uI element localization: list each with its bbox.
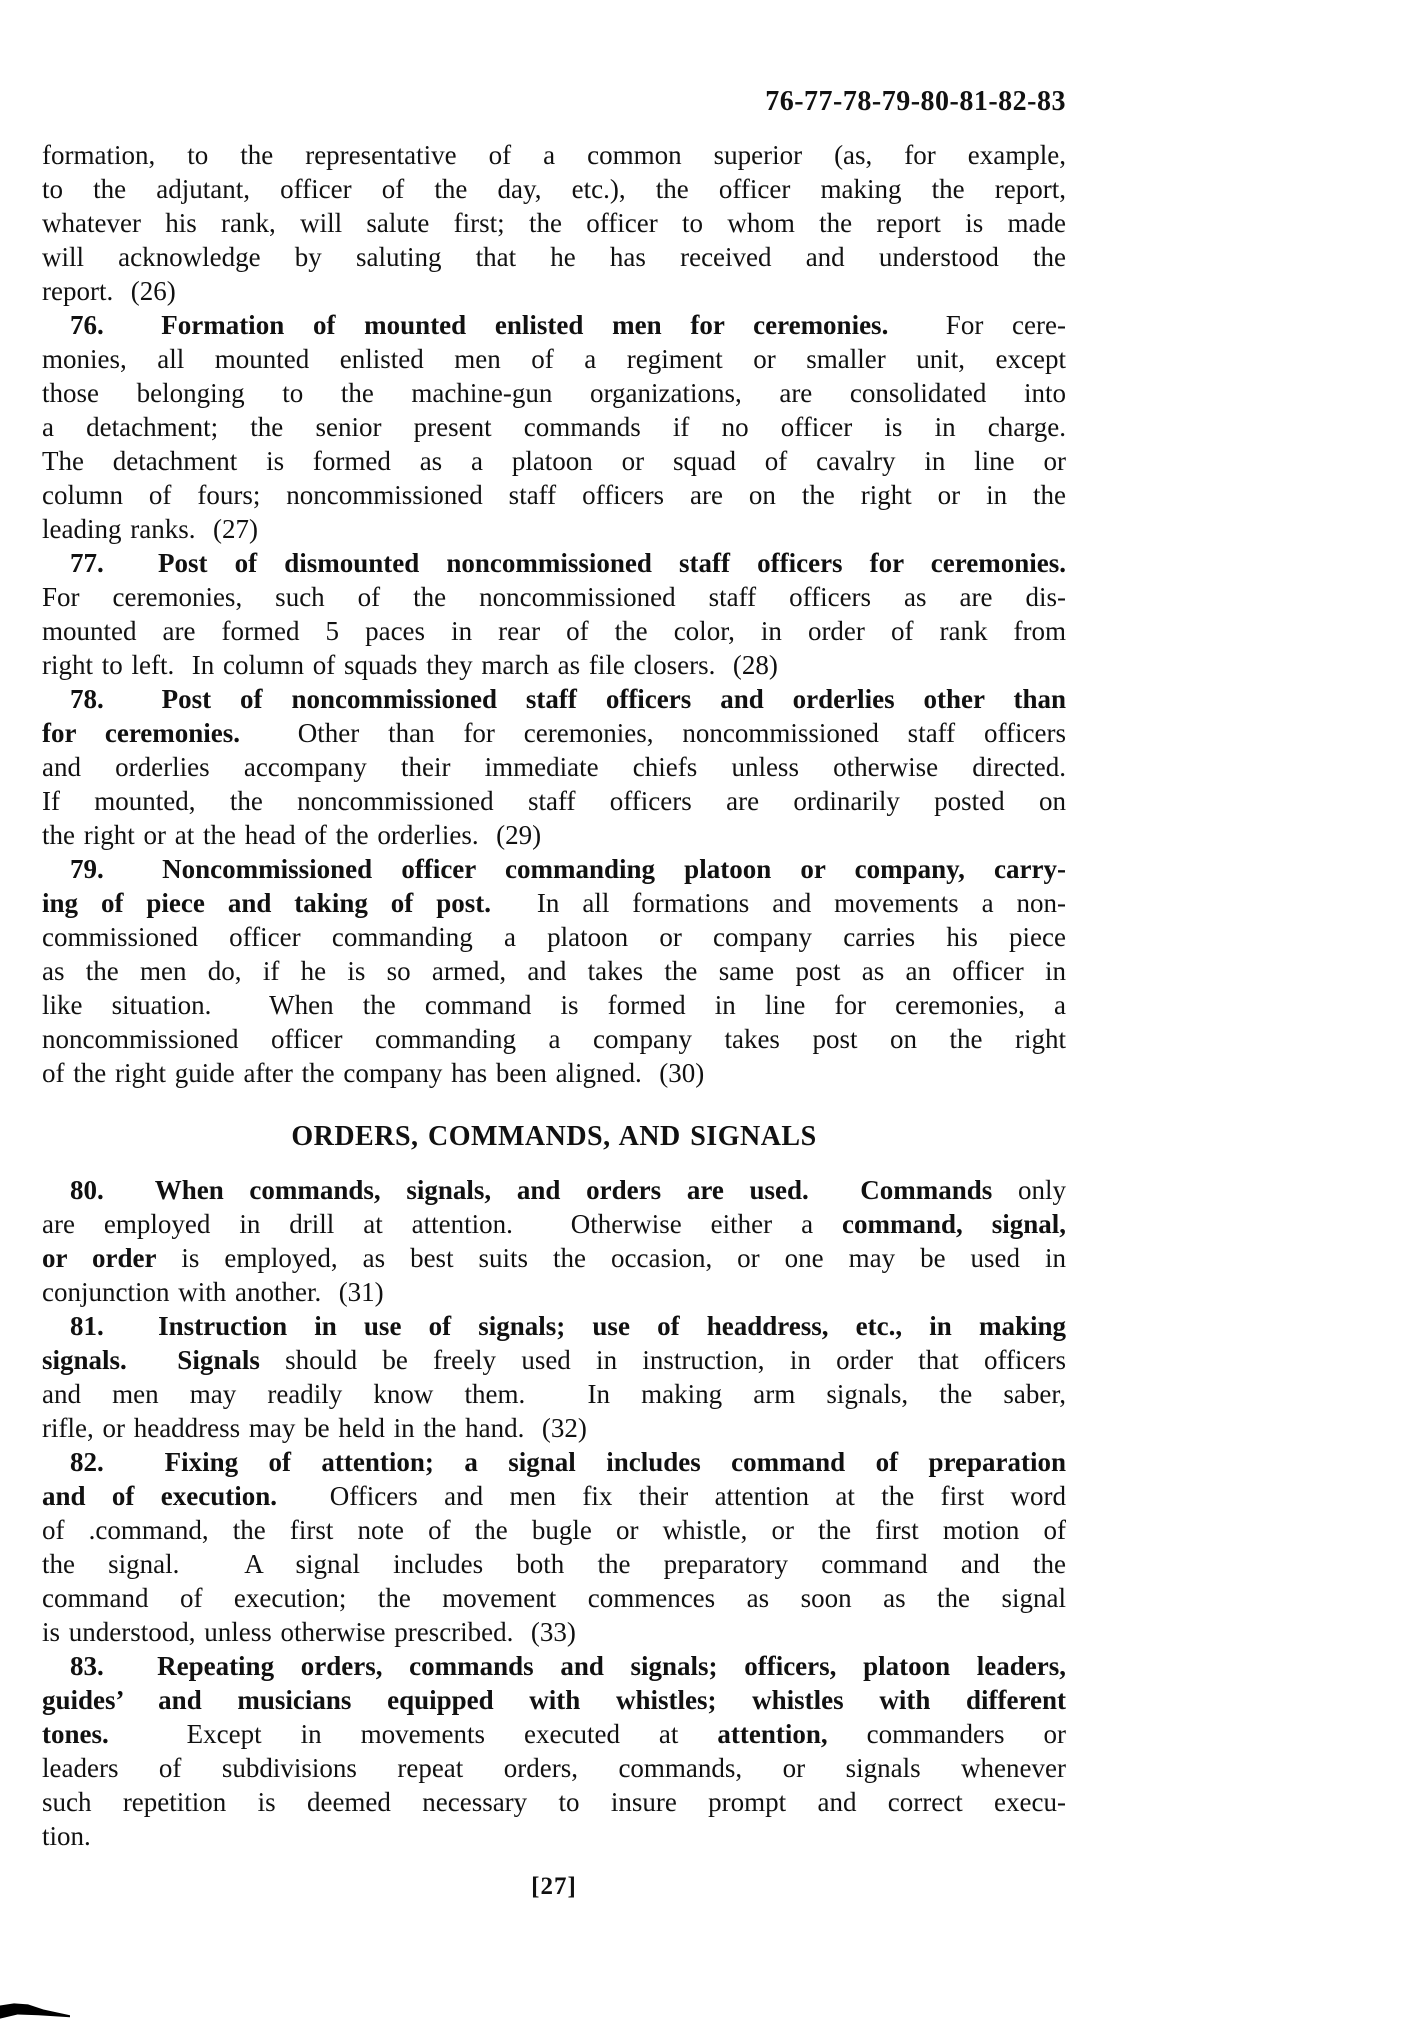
text-line <box>42 478 1066 512</box>
paragraph <box>42 1445 1066 1649</box>
paragraph <box>42 852 1066 1090</box>
text-line <box>42 1445 1066 1479</box>
text-segment: like situation. When the command is formed in line for ceremonies, a <box>42 990 1066 1020</box>
page-header-paragraph-range: 76-77-78-79-80-81-82-83 <box>765 86 1066 117</box>
text-line <box>42 988 1066 1022</box>
bold-text-segment: signals. Signals <box>42 1345 260 1375</box>
text-line <box>42 274 1066 308</box>
bold-text-segment: Commands <box>860 1175 993 1205</box>
text-line <box>42 954 1066 988</box>
text-line <box>42 376 1066 410</box>
bold-text-segment: 79. Noncommissioned officer commanding platoon or company, carry- <box>70 854 1066 884</box>
text-line <box>42 206 1066 240</box>
text-line <box>42 886 1066 920</box>
bold-text-segment: command, signal, <box>842 1209 1066 1239</box>
text-segment: as the men do, if he is so armed, and takes the same post as an officer in <box>42 956 1066 986</box>
text-segment: the signal. A signal includes both the preparatory command and the <box>42 1549 1066 1579</box>
text-segment: report. (26) <box>42 276 176 306</box>
text-segment: rifle, or headdress may be held in the hand. (32) <box>42 1413 587 1443</box>
text-line <box>42 648 1066 682</box>
text-line <box>42 308 1066 342</box>
section-heading: ORDERS, COMMANDS, AND SIGNALS <box>291 1121 817 1152</box>
text-line <box>42 410 1066 444</box>
text-segment: Other than for ceremonies, noncommissioned staff officers <box>240 718 1066 748</box>
text-line <box>42 750 1066 784</box>
text-segment <box>809 1175 860 1205</box>
text-segment: is understood, unless otherwise prescribed. (33) <box>42 1617 576 1647</box>
bold-text-segment: ing of piece and taking of post. <box>42 888 491 918</box>
text-segment: Except in movements executed at <box>108 1719 718 1749</box>
text-line <box>42 546 1066 580</box>
text-column <box>42 138 1066 1904</box>
text-segment: In all formations and movements a non- <box>491 888 1066 918</box>
paragraph <box>42 1173 1066 1309</box>
body-after-heading <box>42 1173 1066 1853</box>
text-line <box>42 1819 1066 1853</box>
text-segment: command of execution; the movement commences as soon as the signal <box>42 1583 1066 1613</box>
text-segment: those belonging to the machine-gun organizations, are consolidated into <box>42 378 1066 408</box>
text-segment: commissioned officer commanding a platoon or company carries his piece <box>42 922 1066 952</box>
text-segment: and men may readily know them. In making arm signals, the saber, <box>42 1379 1066 1409</box>
text-segment: formation, to the representative of a common superior (as, for example, <box>42 140 1066 170</box>
text-segment: tion. <box>42 1821 91 1851</box>
text-segment: For ceremonies, such of the noncommissioned staff officers as are dis- <box>42 582 1066 612</box>
paragraph <box>42 308 1066 546</box>
text-line <box>42 342 1066 376</box>
text-line <box>42 1309 1066 1343</box>
text-line <box>42 240 1066 274</box>
bold-text-segment: for ceremonies. <box>42 718 241 748</box>
text-segment: to the adjutant, officer of the day, etc.), the officer making the report, <box>42 174 1066 204</box>
text-segment: conjunction with another. (31) <box>42 1277 384 1307</box>
text-line <box>42 1022 1066 1056</box>
text-line <box>42 1241 1066 1275</box>
text-segment: commanders or <box>827 1719 1066 1749</box>
bold-text-segment: attention, <box>717 1719 828 1749</box>
text-segment: will acknowledge by saluting that he has received and understood the <box>42 242 1066 272</box>
paragraph <box>42 138 1066 308</box>
text-segment: of .command, the first note of the bugle or whistle, or the first motion of <box>42 1515 1066 1545</box>
text-segment: If mounted, the noncommissioned staff officers are ordinarily posted on <box>42 786 1066 816</box>
paragraph <box>42 1309 1066 1445</box>
text-segment: is employed, as best suits the occasion, or one may be used in <box>156 1243 1066 1273</box>
text-line <box>42 1751 1066 1785</box>
text-line <box>42 1343 1066 1377</box>
text-line <box>42 818 1066 852</box>
bold-text-segment: or order <box>42 1243 157 1273</box>
bold-text-segment: 80. When commands, signals, and orders are used. <box>70 1175 809 1205</box>
text-line <box>42 1717 1066 1751</box>
bold-text-segment: 82. Fixing of attention; a signal includes command of preparation <box>70 1447 1066 1477</box>
bold-text-segment: 77. Post of dismounted noncommissioned staff officers for ceremonies. <box>70 548 1066 578</box>
text-line <box>42 1377 1066 1411</box>
text-line <box>42 1479 1066 1513</box>
text-segment: whatever his rank, will salute first; the officer to whom the report is made <box>42 208 1066 238</box>
text-line <box>42 1683 1066 1717</box>
text-segment: leaders of subdivisions repeat orders, commands, or signals whenever <box>42 1753 1066 1783</box>
text-segment: monies, all mounted enlisted men of a regiment or smaller unit, except <box>42 344 1066 374</box>
text-segment: noncommissioned officer commanding a company takes post on the right <box>42 1024 1066 1054</box>
bold-text-segment: and of execution. <box>42 1481 278 1511</box>
bold-text-segment: 78. Post of noncommissioned staff officers and orderlies other than <box>70 684 1066 714</box>
bold-text-segment: 76. Formation of mounted enlisted men for ceremonies. <box>70 310 889 340</box>
text-line <box>42 784 1066 818</box>
paragraph <box>42 546 1066 682</box>
text-line <box>42 138 1066 172</box>
text-line <box>42 1547 1066 1581</box>
text-segment: of the right guide after the company has been aligned. (30) <box>42 1058 705 1088</box>
text-segment: should be freely used in instruction, in order that officers <box>259 1345 1066 1375</box>
text-segment: The detachment is formed as a platoon or squad of cavalry in line or <box>42 446 1066 476</box>
text-line <box>42 614 1066 648</box>
text-line <box>42 1581 1066 1615</box>
page-number: [27] <box>531 1873 577 1900</box>
paragraph <box>42 1649 1066 1853</box>
bold-text-segment: 81. Instruction in use of signals; use of headdress, etc., in making <box>70 1311 1066 1341</box>
text-line <box>42 1207 1066 1241</box>
text-line <box>42 920 1066 954</box>
text-line <box>42 1173 1066 1207</box>
text-segment: For cere- <box>888 310 1066 340</box>
text-segment: the right or at the head of the orderlies. (29) <box>42 820 542 850</box>
text-line <box>42 1785 1066 1819</box>
text-segment: only <box>992 1175 1066 1205</box>
text-segment: column of fours; noncommissioned staff officers are on the right or in the <box>42 480 1066 510</box>
text-line <box>42 716 1066 750</box>
text-line <box>42 682 1066 716</box>
text-line <box>42 580 1066 614</box>
text-line <box>42 852 1066 886</box>
bold-text-segment: tones. <box>42 1719 109 1749</box>
text-segment: right to left. In column of squads they march as file closers. (28) <box>42 650 778 680</box>
text-segment: Officers and men fix their attention at the first word <box>277 1481 1066 1511</box>
text-line <box>42 1056 1066 1090</box>
text-segment: are employed in drill at attention. Otherwise either a <box>42 1209 843 1239</box>
text-segment: such repetition is deemed necessary to insure prompt and correct execu- <box>42 1787 1066 1817</box>
text-line <box>42 1615 1066 1649</box>
text-segment: leading ranks. (27) <box>42 514 258 544</box>
body-before-heading <box>42 138 1066 1090</box>
text-line <box>42 1411 1066 1445</box>
bold-text-segment: 83. Repeating orders, commands and signals; officers, platoon leaders, <box>70 1651 1066 1681</box>
paragraph <box>42 682 1066 852</box>
text-line <box>42 1275 1066 1309</box>
text-segment: mounted are formed 5 paces in rear of the color, in order of rank from <box>42 616 1066 646</box>
text-segment: a detachment; the senior present commands if no officer is in charge. <box>42 412 1066 442</box>
scan-smudge-artifact <box>0 2003 70 2020</box>
text-line <box>42 1513 1066 1547</box>
bold-text-segment: guides’ and musicians equipped with whistles; whistles with different <box>42 1685 1066 1715</box>
text-line <box>42 1649 1066 1683</box>
text-line <box>42 172 1066 206</box>
text-line <box>42 444 1066 478</box>
text-segment: and orderlies accompany their immediate chiefs unless otherwise directed. <box>42 752 1066 782</box>
text-line <box>42 512 1066 546</box>
